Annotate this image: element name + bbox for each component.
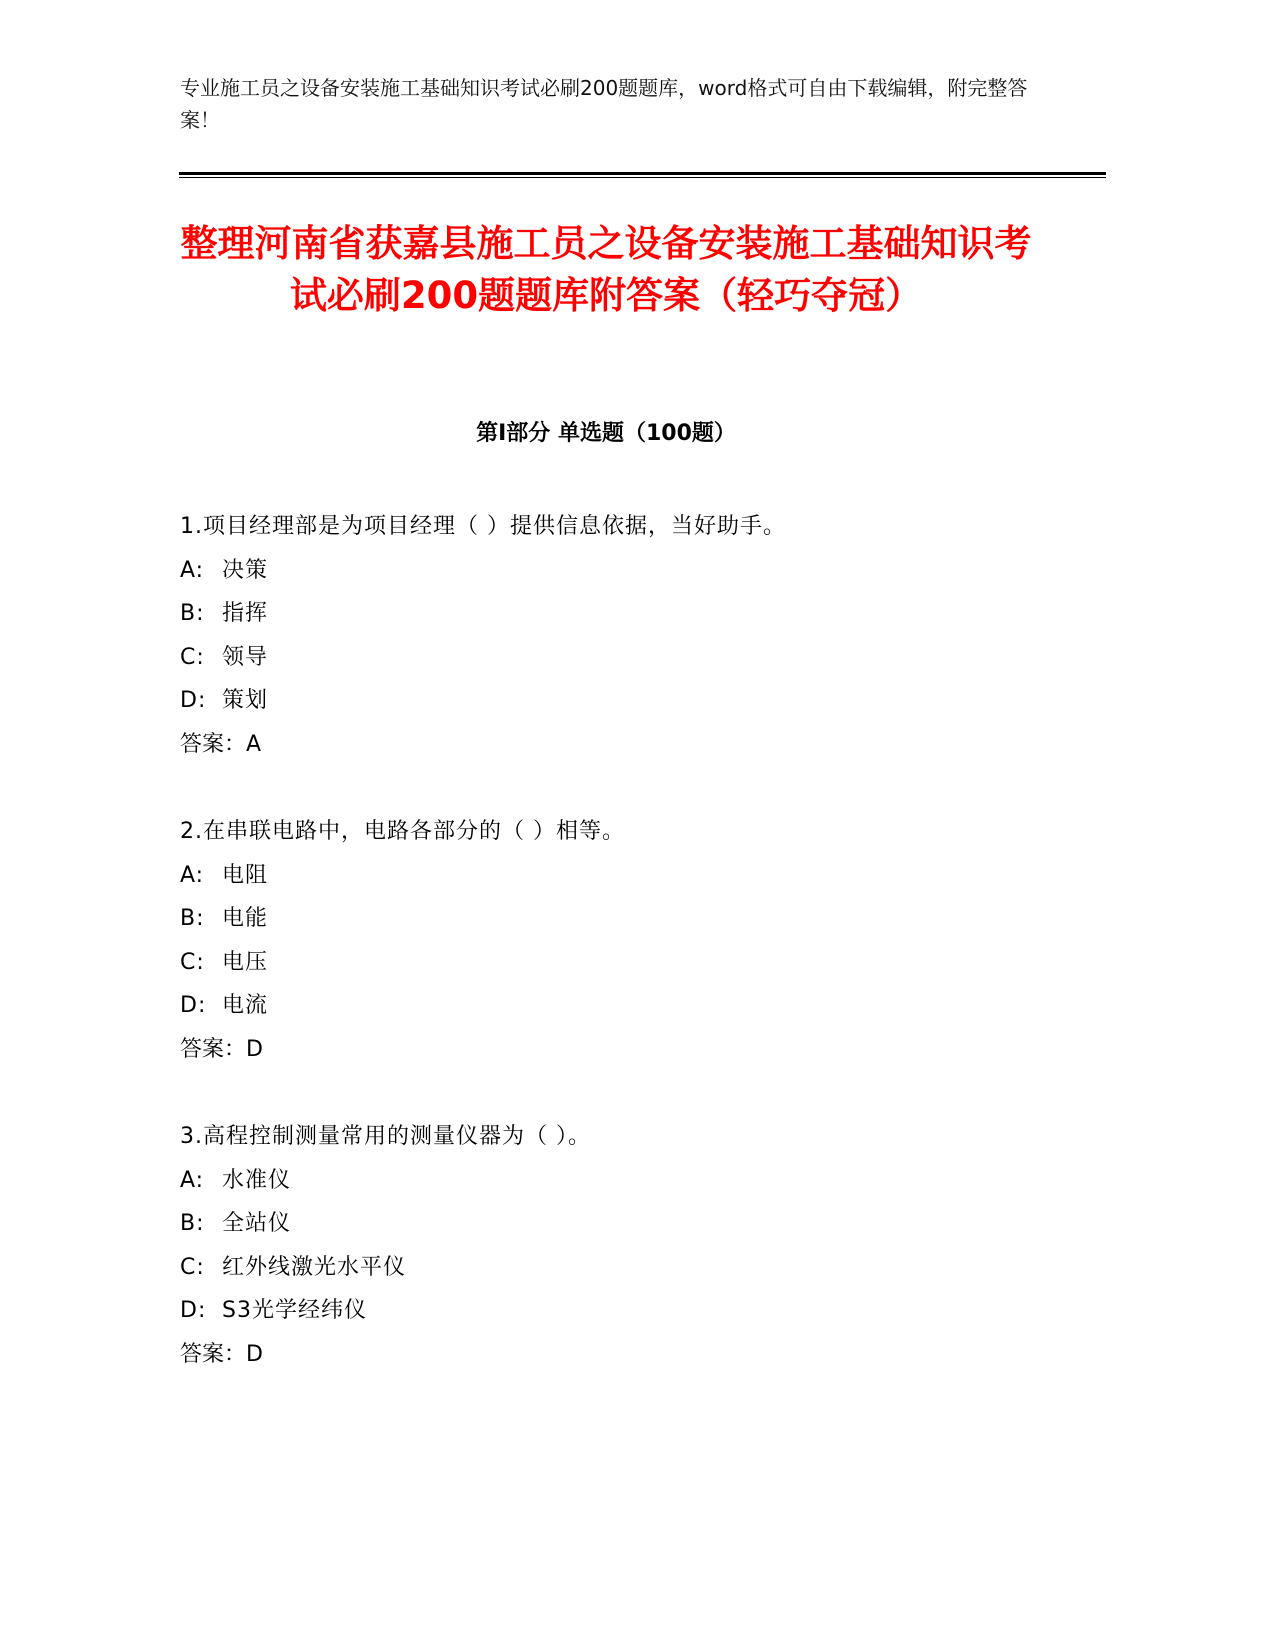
- option-key: C:: [180, 949, 205, 975]
- question-item: [180, 1115, 1080, 1420]
- option-key: D:: [180, 688, 207, 713]
- option-key: C:: [180, 644, 205, 670]
- document-title: 整理河南省获嘉县施工员之设备安装施工基础知识考试必刷200题题库附答案（轻巧夺冠）: [180, 222, 1032, 317]
- header-divider-thin: [179, 177, 1106, 178]
- option-text: 电流: [222, 993, 269, 1018]
- answer-line: [180, 1333, 1080, 1377]
- answer-label: 答案：: [180, 1341, 247, 1367]
- question-stem: 2.在串联电路中，电路各部分的（ ）相等。: [180, 819, 625, 844]
- question-stem: 3.高程控制测量常用的测量仪器为（ ）。: [180, 1124, 591, 1149]
- option-text: 红外线激光水平仪: [222, 1254, 407, 1280]
- option-text: 水准仪: [222, 1167, 292, 1193]
- option-d: [180, 679, 1080, 723]
- option-key: A:: [180, 557, 205, 583]
- option-d: [180, 1289, 1080, 1333]
- option-key: B:: [180, 1211, 205, 1236]
- option-c: [180, 636, 1080, 680]
- option-text: 电能: [222, 906, 269, 931]
- option-key: A:: [180, 862, 205, 888]
- question-stem: 1.项目经理部是为项目经理（ ）提供信息依据，当好助手。: [180, 514, 786, 539]
- answer-line: [180, 1028, 1080, 1072]
- option-text: 领导: [222, 644, 269, 670]
- option-b: [180, 897, 1080, 941]
- option-c: [180, 1246, 1080, 1290]
- header-note: 专业施工员之设备安装施工基础知识考试必刷200题题库，word格式可自由下载编辑，附完整答案！: [180, 76, 1028, 132]
- option-text: 全站仪: [222, 1211, 292, 1236]
- answer-value: D: [246, 1341, 263, 1367]
- answer-label: 答案：: [180, 731, 247, 757]
- option-text: 策划: [222, 688, 269, 713]
- option-b: [180, 592, 1080, 636]
- answer-value: D: [246, 1036, 263, 1062]
- answer-label: 答案：: [180, 1036, 247, 1062]
- question-item: [180, 810, 1080, 1115]
- option-a: [180, 549, 1080, 593]
- option-key: D:: [180, 1298, 207, 1323]
- option-text: 决策: [222, 557, 269, 583]
- option-a: [180, 854, 1080, 898]
- answer-line: [180, 723, 1080, 767]
- question-item: [180, 505, 1080, 810]
- option-key: B:: [180, 601, 205, 626]
- option-b: [180, 1202, 1080, 1246]
- option-c: [180, 941, 1080, 985]
- option-d: [180, 984, 1080, 1028]
- option-key: A:: [180, 1167, 205, 1193]
- option-a: [180, 1159, 1080, 1203]
- option-key: D:: [180, 993, 207, 1018]
- option-key: C:: [180, 1254, 205, 1280]
- section-heading: 第I部分 单选题（100题）: [476, 421, 736, 446]
- option-text: 电阻: [222, 862, 269, 888]
- option-key: B:: [180, 906, 205, 931]
- question-list: [180, 505, 1080, 1420]
- answer-value: A: [246, 731, 262, 757]
- option-text: 电压: [222, 949, 269, 975]
- header-divider-thick: [179, 172, 1106, 175]
- option-text: 指挥: [222, 601, 269, 626]
- option-text: S3光学经纬仪: [222, 1298, 367, 1323]
